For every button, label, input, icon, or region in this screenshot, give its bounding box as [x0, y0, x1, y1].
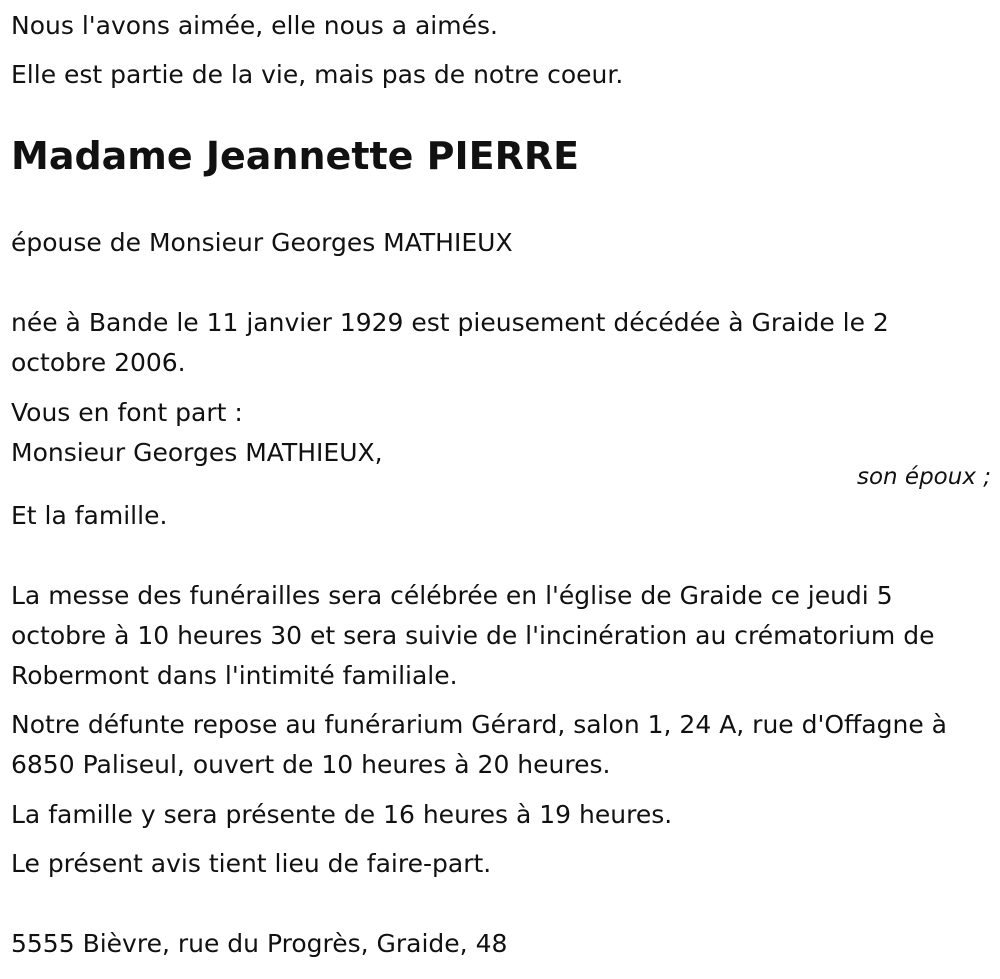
reposing-location: Notre défunte repose au funérarium Gérard, salon 1, 24 A, rue d'Offagne à 6850 Paliseul, ouvert de 10 heures à 20 heures. [11, 710, 947, 779]
funeral-arrangements: La messe des funérailles sera célébrée en l'église de Graide ce jeudi 5 octobre à 10 heures 30 et sera suivie de l'incinération au crématorium de Robermont dans l'intimité familiale. [11, 581, 935, 690]
address-line: 5555 Bièvre, rue du Progrès, Graide, 48 [11, 929, 508, 958]
notice-line: Le présent avis tient lieu de faire-part. [11, 849, 492, 878]
announcers-family: Et la famille. [11, 501, 168, 530]
birth-death-statement: née à Bande le 11 janvier 1929 est pieusement décédée à Graide le 2 octobre 2006. [11, 308, 889, 377]
family-presence: La famille y sera présente de 16 heures à 19 heures. [11, 800, 673, 829]
announcer-relation: son époux ; [856, 464, 991, 490]
deceased-name: Madame Jeannette PIERRE [11, 134, 580, 178]
epigraph-line-2: Elle est partie de la vie, mais pas de notre coeur. [11, 60, 624, 89]
spouse-line: épouse de Monsieur Georges MATHIEUX [11, 228, 513, 257]
announcer-name: Monsieur Georges MATHIEUX, [11, 438, 383, 467]
announcers-intro: Vous en font part : [11, 398, 243, 427]
epigraph-line-1: Nous l'avons aimée, elle nous a aimés. [11, 11, 498, 40]
